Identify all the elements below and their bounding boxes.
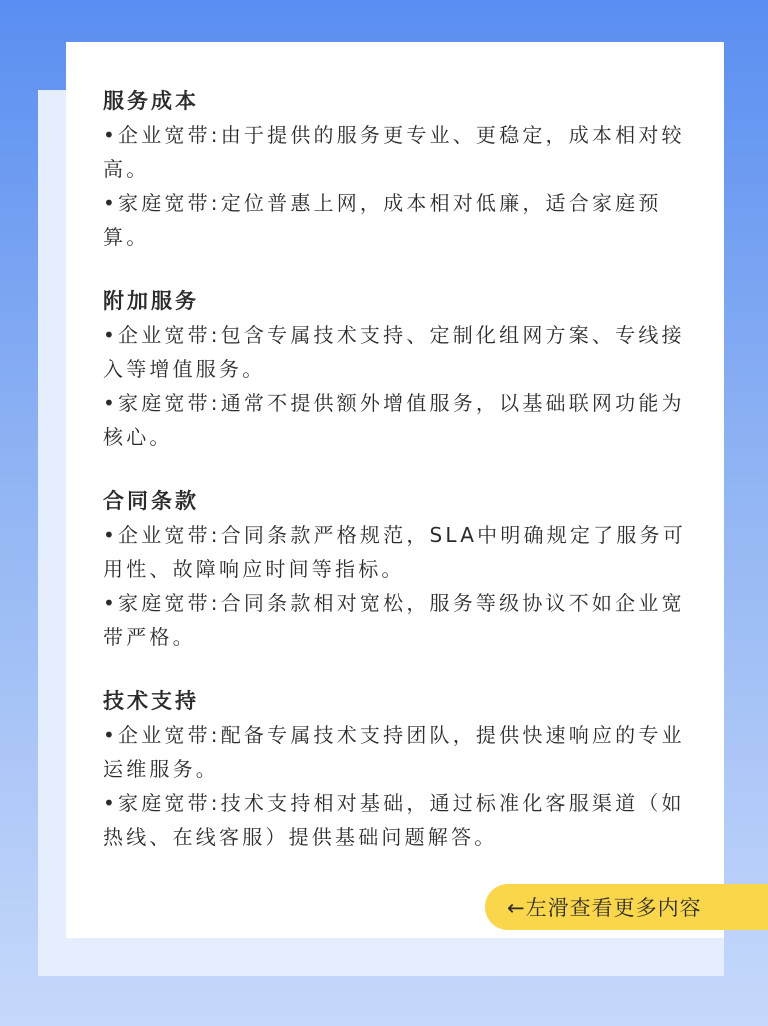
enterprise-item: •企业宽带:合同条款严格规范，SLA中明确规定了服务可用性、故障响应时间等指标。 — [103, 523, 686, 581]
section-title: 服务成本 — [103, 89, 199, 113]
section-value-added-services — [103, 284, 693, 454]
section-title: 附加服务 — [103, 289, 199, 313]
section-title: 合同条款 — [103, 489, 199, 513]
home-item: •家庭宽带:技术支持相对基础，通过标准化客服渠道（如热线、在线客服）提供基础问题解答。 — [103, 791, 685, 849]
enterprise-item: •企业宽带:由于提供的服务更专业、更稳定，成本相对较高。 — [103, 123, 685, 181]
article-body — [103, 84, 693, 884]
swipe-more-button[interactable]: ←左滑查看更多内容 — [485, 884, 768, 930]
enterprise-item: •企业宽带:配备专属技术支持团队，提供快速响应的专业运维服务。 — [103, 723, 685, 781]
section-title: 技术支持 — [103, 689, 199, 713]
home-item: •家庭宽带:合同条款相对宽松，服务等级协议不如企业宽带严格。 — [103, 591, 685, 649]
home-item: •家庭宽带:通常不提供额外增值服务，以基础联网功能为核心。 — [103, 391, 685, 449]
section-technical-support — [103, 684, 693, 854]
section-service-cost — [103, 84, 693, 254]
enterprise-item: •企业宽带:包含专属技术支持、定制化组网方案、专线接入等增值服务。 — [103, 323, 685, 381]
section-contract-terms — [103, 484, 693, 654]
home-item: •家庭宽带:定位普惠上网，成本相对低廉，适合家庭预算。 — [103, 191, 662, 249]
